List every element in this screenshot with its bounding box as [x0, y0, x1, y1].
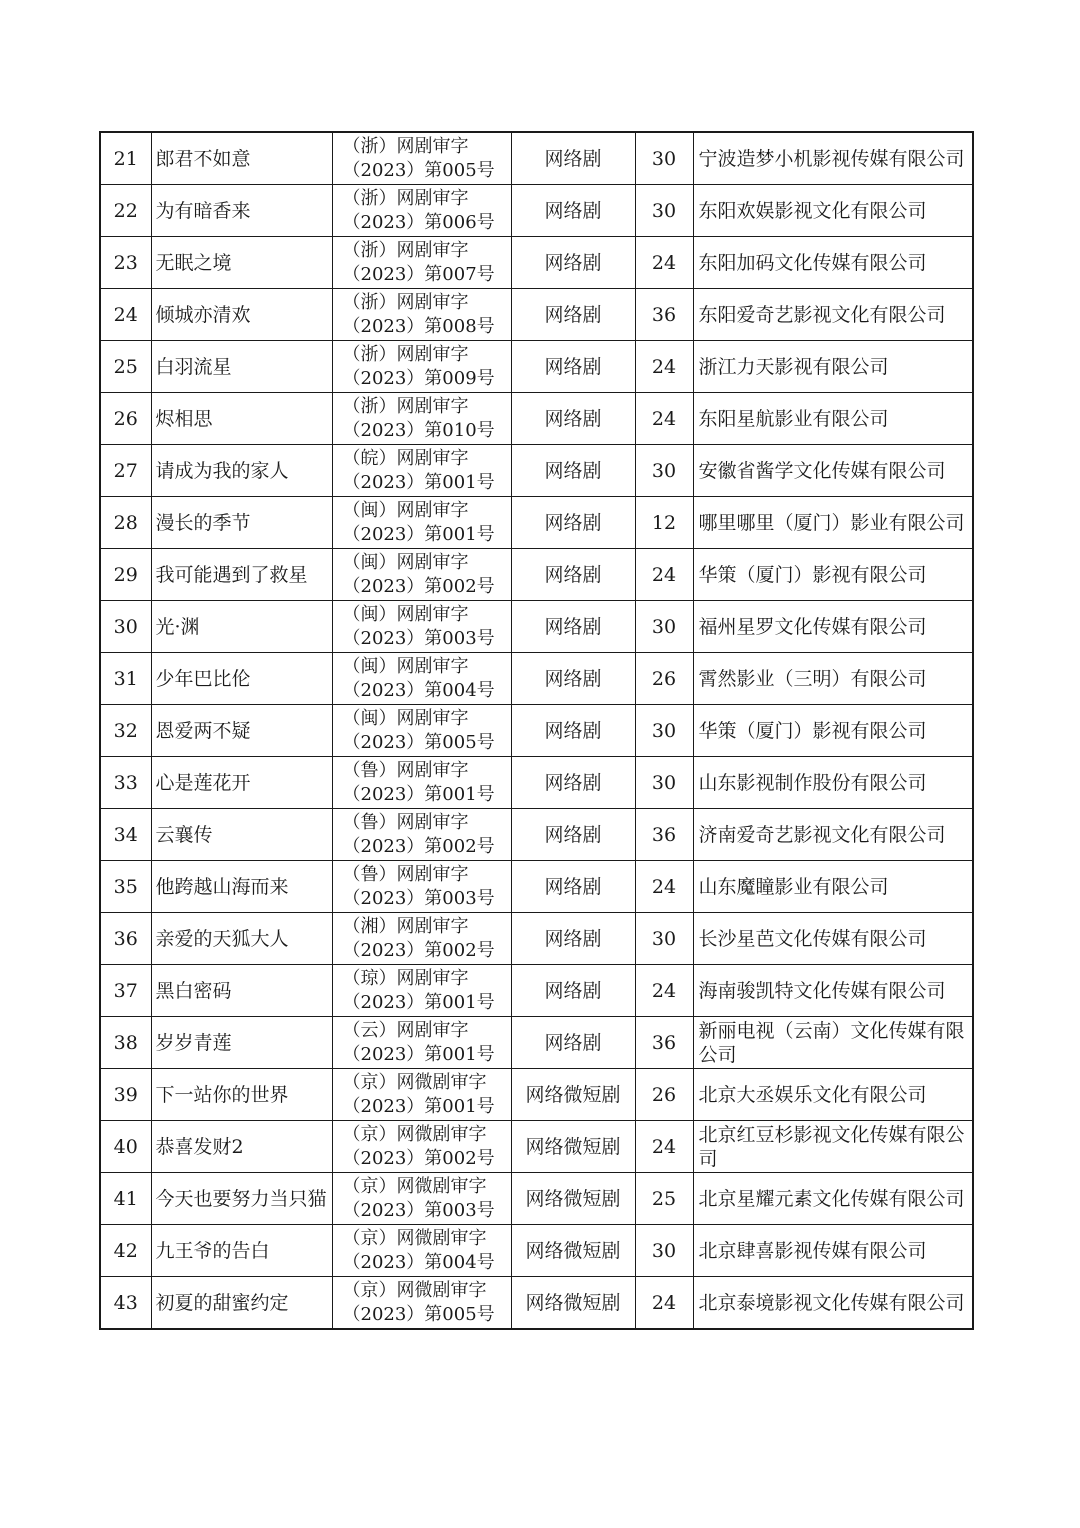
drama-title-cell: 为有暗香来	[151, 185, 332, 237]
episode-count-cell: 30	[635, 757, 693, 809]
drama-title-cell: 九王爷的告白	[151, 1225, 332, 1277]
episode-count-cell: 26	[635, 1069, 693, 1121]
drama-title-cell: 岁岁青莲	[151, 1017, 332, 1069]
table-row	[100, 809, 973, 861]
license-line-1: （浙）网剧审字	[342, 291, 469, 313]
drama-title-cell: 白羽流星	[151, 341, 332, 393]
row-number-cell: 30	[100, 601, 151, 653]
license-number-cell	[332, 393, 511, 445]
episode-count-cell: 36	[635, 809, 693, 861]
production-company-cell: 宁波造梦小机影视传媒有限公司	[693, 132, 973, 185]
production-company-cell: 北京星耀元素文化传媒有限公司	[693, 1173, 973, 1225]
drama-title-cell: 我可能遇到了救星	[151, 549, 332, 601]
episode-count-cell: 30	[635, 601, 693, 653]
production-company-cell: 长沙星芭文化传媒有限公司	[693, 913, 973, 965]
license-number-cell	[332, 653, 511, 705]
table-row	[100, 1277, 973, 1330]
drama-title-cell: 郎君不如意	[151, 132, 332, 185]
license-line-2: （2023）第001号	[342, 471, 495, 493]
row-number-cell: 35	[100, 861, 151, 913]
license-line-2: （2023）第001号	[342, 783, 495, 805]
production-company-cell: 北京红豆杉影视文化传媒有限公司	[693, 1121, 973, 1173]
production-company-cell: 哪里哪里（厦门）影业有限公司	[693, 497, 973, 549]
license-line-2: （2023）第001号	[342, 1095, 495, 1117]
drama-type-cell: 网络剧	[511, 861, 635, 913]
license-line-1: （京）网微剧审字	[342, 1227, 487, 1249]
table-row	[100, 289, 973, 341]
table-row	[100, 445, 973, 497]
drama-type-cell: 网络剧	[511, 497, 635, 549]
production-company-cell: 北京肆喜影视传媒有限公司	[693, 1225, 973, 1277]
license-number-cell	[332, 445, 511, 497]
episode-count-cell: 25	[635, 1173, 693, 1225]
license-number-cell	[332, 1121, 511, 1173]
row-number-cell: 25	[100, 341, 151, 393]
production-company-cell: 济南爱奇艺影视文化有限公司	[693, 809, 973, 861]
episode-count-cell: 30	[635, 705, 693, 757]
drama-type-cell: 网络剧	[511, 289, 635, 341]
row-number-cell: 26	[100, 393, 151, 445]
episode-count-cell: 30	[635, 445, 693, 497]
license-number-cell	[332, 497, 511, 549]
drama-type-cell: 网络微短剧	[511, 1121, 635, 1173]
license-number-cell	[332, 1017, 511, 1069]
row-number-cell: 31	[100, 653, 151, 705]
row-number-cell: 39	[100, 1069, 151, 1121]
license-line-1: （京）网微剧审字	[342, 1123, 487, 1145]
episode-count-cell: 24	[635, 1277, 693, 1330]
drama-type-cell: 网络剧	[511, 809, 635, 861]
drama-title-cell: 初夏的甜蜜约定	[151, 1277, 332, 1330]
drama-type-cell: 网络微短剧	[511, 1225, 635, 1277]
license-number-cell	[332, 185, 511, 237]
drama-title-cell: 恭喜发财2	[151, 1121, 332, 1173]
production-company-cell: 东阳加码文化传媒有限公司	[693, 237, 973, 289]
table-row	[100, 705, 973, 757]
table-row	[100, 601, 973, 653]
drama-title-cell: 今天也要努力当只猫	[151, 1173, 332, 1225]
license-line-1: （琼）网剧审字	[342, 967, 469, 989]
drama-title-cell: 亲爱的天狐大人	[151, 913, 332, 965]
license-line-1: （闽）网剧审字	[342, 603, 469, 625]
row-number-cell: 43	[100, 1277, 151, 1330]
table-row	[100, 965, 973, 1017]
row-number-cell: 41	[100, 1173, 151, 1225]
production-company-cell: 东阳星航影业有限公司	[693, 393, 973, 445]
license-line-2: （2023）第005号	[342, 159, 495, 181]
license-line-2: （2023）第007号	[342, 263, 495, 285]
production-company-cell: 霄然影业（三明）有限公司	[693, 653, 973, 705]
table-row	[100, 1121, 973, 1173]
license-line-2: （2023）第003号	[342, 1199, 495, 1221]
row-number-cell: 24	[100, 289, 151, 341]
episode-count-cell: 30	[635, 1225, 693, 1277]
license-number-cell	[332, 861, 511, 913]
drama-type-cell: 网络剧	[511, 1017, 635, 1069]
license-line-1: （鲁）网剧审字	[342, 863, 469, 885]
license-number-cell	[332, 1173, 511, 1225]
row-number-cell: 29	[100, 549, 151, 601]
drama-type-cell: 网络剧	[511, 185, 635, 237]
production-company-cell: 新丽电视（云南）文化传媒有限公司	[693, 1017, 973, 1069]
episode-count-cell: 24	[635, 341, 693, 393]
drama-type-cell: 网络微短剧	[511, 1069, 635, 1121]
production-company-cell: 海南骏凯特文化传媒有限公司	[693, 965, 973, 1017]
production-company-cell: 北京大丞娱乐文化有限公司	[693, 1069, 973, 1121]
row-number-cell: 40	[100, 1121, 151, 1173]
row-number-cell: 22	[100, 185, 151, 237]
license-line-2: （2023）第001号	[342, 1043, 495, 1065]
license-line-1: （浙）网剧审字	[342, 187, 469, 209]
license-number-cell	[332, 341, 511, 393]
drama-type-cell: 网络剧	[511, 913, 635, 965]
row-number-cell: 28	[100, 497, 151, 549]
license-number-cell	[332, 1225, 511, 1277]
license-line-1: （闽）网剧审字	[342, 655, 469, 677]
row-number-cell: 42	[100, 1225, 151, 1277]
production-company-cell: 东阳爱奇艺影视文化有限公司	[693, 289, 973, 341]
license-number-cell	[332, 1277, 511, 1330]
row-number-cell: 38	[100, 1017, 151, 1069]
production-company-cell: 北京泰境影视文化传媒有限公司	[693, 1277, 973, 1330]
production-company-cell: 福州星罗文化传媒有限公司	[693, 601, 973, 653]
license-number-cell	[332, 601, 511, 653]
drama-type-cell: 网络剧	[511, 965, 635, 1017]
license-line-1: （浙）网剧审字	[342, 343, 469, 365]
table-row	[100, 861, 973, 913]
license-line-1: （鲁）网剧审字	[342, 811, 469, 833]
episode-count-cell: 24	[635, 965, 693, 1017]
license-line-1: （皖）网剧审字	[342, 447, 469, 469]
row-number-cell: 34	[100, 809, 151, 861]
row-number-cell: 27	[100, 445, 151, 497]
table-row	[100, 497, 973, 549]
row-number-cell: 37	[100, 965, 151, 1017]
license-line-2: （2023）第002号	[342, 835, 495, 857]
episode-count-cell: 24	[635, 549, 693, 601]
drama-type-cell: 网络剧	[511, 653, 635, 705]
table-row	[100, 1017, 973, 1069]
drama-title-cell: 漫长的季节	[151, 497, 332, 549]
license-number-cell	[332, 1069, 511, 1121]
license-line-2: （2023）第002号	[342, 939, 495, 961]
production-company-cell: 华策（厦门）影视有限公司	[693, 705, 973, 757]
license-line-1: （浙）网剧审字	[342, 395, 469, 417]
license-line-1: （浙）网剧审字	[342, 135, 469, 157]
drama-approval-table	[99, 131, 974, 1330]
license-line-2: （2023）第005号	[342, 1303, 495, 1325]
episode-count-cell: 12	[635, 497, 693, 549]
drama-type-cell: 网络剧	[511, 705, 635, 757]
episode-count-cell: 26	[635, 653, 693, 705]
license-line-1: （京）网微剧审字	[342, 1071, 487, 1093]
license-line-2: （2023）第008号	[342, 315, 495, 337]
license-number-cell	[332, 757, 511, 809]
drama-type-cell: 网络剧	[511, 757, 635, 809]
license-line-1: （云）网剧审字	[342, 1019, 469, 1041]
license-line-2: （2023）第001号	[342, 991, 495, 1013]
episode-count-cell: 24	[635, 1121, 693, 1173]
license-number-cell	[332, 809, 511, 861]
episode-count-cell: 24	[635, 237, 693, 289]
drama-title-cell: 云襄传	[151, 809, 332, 861]
drama-title-cell: 请成为我的家人	[151, 445, 332, 497]
drama-type-cell: 网络剧	[511, 393, 635, 445]
table-row	[100, 1225, 973, 1277]
episode-count-cell: 30	[635, 185, 693, 237]
row-number-cell: 32	[100, 705, 151, 757]
production-company-cell: 山东魔瞳影业有限公司	[693, 861, 973, 913]
row-number-cell: 21	[100, 132, 151, 185]
license-line-1: （湘）网剧审字	[342, 915, 469, 937]
license-number-cell	[332, 705, 511, 757]
drama-title-cell: 他跨越山海而来	[151, 861, 332, 913]
license-line-2: （2023）第010号	[342, 419, 495, 441]
episode-count-cell: 24	[635, 393, 693, 445]
table-row	[100, 913, 973, 965]
drama-title-cell: 烬相思	[151, 393, 332, 445]
production-company-cell: 安徽省酱学文化传媒有限公司	[693, 445, 973, 497]
table-row	[100, 237, 973, 289]
episode-count-cell: 24	[635, 861, 693, 913]
license-number-cell	[332, 913, 511, 965]
table-row	[100, 341, 973, 393]
production-company-cell: 东阳欢娱影视文化有限公司	[693, 185, 973, 237]
table-body	[100, 132, 973, 1329]
drama-type-cell: 网络剧	[511, 132, 635, 185]
table-row	[100, 393, 973, 445]
table-row	[100, 757, 973, 809]
row-number-cell: 33	[100, 757, 151, 809]
table-row	[100, 132, 973, 185]
drama-type-cell: 网络剧	[511, 237, 635, 289]
license-number-cell	[332, 549, 511, 601]
production-company-cell: 山东影视制作股份有限公司	[693, 757, 973, 809]
license-number-cell	[332, 132, 511, 185]
table-row	[100, 1069, 973, 1121]
drama-title-cell: 光·渊	[151, 601, 332, 653]
episode-count-cell: 30	[635, 913, 693, 965]
drama-type-cell: 网络微短剧	[511, 1277, 635, 1330]
drama-type-cell: 网络剧	[511, 549, 635, 601]
table-row	[100, 1173, 973, 1225]
license-line-2: （2023）第001号	[342, 523, 495, 545]
license-number-cell	[332, 237, 511, 289]
license-line-1: （鲁）网剧审字	[342, 759, 469, 781]
drama-title-cell: 下一站你的世界	[151, 1069, 332, 1121]
license-line-1: （京）网微剧审字	[342, 1279, 487, 1301]
drama-title-cell: 心是莲花开	[151, 757, 332, 809]
drama-title-cell: 少年巴比伦	[151, 653, 332, 705]
license-line-2: （2023）第004号	[342, 679, 495, 701]
license-line-2: （2023）第004号	[342, 1251, 495, 1273]
drama-type-cell: 网络剧	[511, 445, 635, 497]
production-company-cell: 华策（厦门）影视有限公司	[693, 549, 973, 601]
drama-title-cell: 恩爱两不疑	[151, 705, 332, 757]
license-line-1: （闽）网剧审字	[342, 707, 469, 729]
row-number-cell: 23	[100, 237, 151, 289]
episode-count-cell: 30	[635, 132, 693, 185]
table-row	[100, 185, 973, 237]
license-line-1: （浙）网剧审字	[342, 239, 469, 261]
license-number-cell	[332, 289, 511, 341]
episode-count-cell: 36	[635, 1017, 693, 1069]
drama-title-cell: 倾城亦清欢	[151, 289, 332, 341]
license-line-2: （2023）第003号	[342, 627, 495, 649]
license-line-2: （2023）第005号	[342, 731, 495, 753]
drama-type-cell: 网络剧	[511, 341, 635, 393]
table-row	[100, 549, 973, 601]
row-number-cell: 36	[100, 913, 151, 965]
license-line-2: （2023）第002号	[342, 1147, 495, 1169]
episode-count-cell: 36	[635, 289, 693, 341]
drama-type-cell: 网络微短剧	[511, 1173, 635, 1225]
drama-title-cell: 黑白密码	[151, 965, 332, 1017]
license-line-2: （2023）第009号	[342, 367, 495, 389]
table-row	[100, 653, 973, 705]
production-company-cell: 浙江力天影视有限公司	[693, 341, 973, 393]
license-line-1: （闽）网剧审字	[342, 499, 469, 521]
license-line-2: （2023）第003号	[342, 887, 495, 909]
license-number-cell	[332, 965, 511, 1017]
license-line-2: （2023）第006号	[342, 211, 495, 233]
license-line-2: （2023）第002号	[342, 575, 495, 597]
drama-title-cell: 无眠之境	[151, 237, 332, 289]
license-line-1: （京）网微剧审字	[342, 1175, 487, 1197]
license-line-1: （闽）网剧审字	[342, 551, 469, 573]
drama-type-cell: 网络剧	[511, 601, 635, 653]
